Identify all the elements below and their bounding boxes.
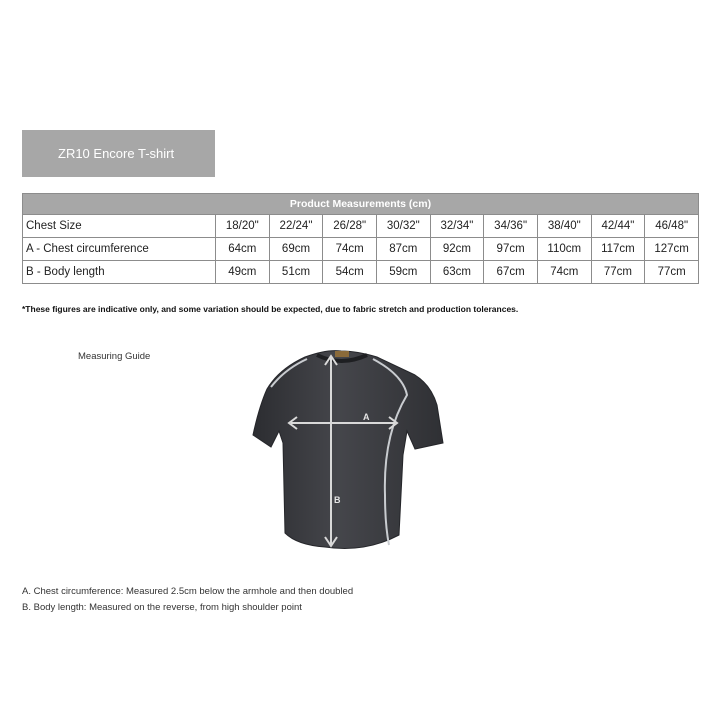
table-row-chest-size xyxy=(23,215,699,238)
table-cell: 30/32" xyxy=(376,215,430,238)
table-cell: 77cm xyxy=(591,261,645,284)
table-cell: 67cm xyxy=(484,261,538,284)
table-cell: 77cm xyxy=(645,261,699,284)
table-cell: 42/44" xyxy=(591,215,645,238)
table-cell: 69cm xyxy=(269,238,323,261)
tshirt-measuring-diagram xyxy=(245,345,450,560)
chest-circumference-description: A. Chest circumference: Measured 2.5cm below the armhole and then doubled xyxy=(22,586,354,597)
table-cell: 26/28" xyxy=(323,215,377,238)
table-cell: 22/24" xyxy=(269,215,323,238)
table-cell: 59cm xyxy=(376,261,430,284)
table-cell: 38/40" xyxy=(537,215,591,238)
table-header: Product Measurements (cm) xyxy=(23,194,699,215)
table-cell: 127cm xyxy=(645,238,699,261)
collar-tab xyxy=(335,351,349,357)
table-cell: 32/34" xyxy=(430,215,484,238)
table-cell: 110cm xyxy=(537,238,591,261)
table-cell: 54cm xyxy=(323,261,377,284)
table-row-body-length xyxy=(23,261,699,284)
table-cell: 51cm xyxy=(269,261,323,284)
product-title: ZR10 Encore T-shirt xyxy=(22,130,215,177)
table-cell: 87cm xyxy=(376,238,430,261)
row-label: Chest Size xyxy=(23,215,216,238)
body-length-description: B. Body length: Measured on the reverse, from high shoulder point xyxy=(22,602,302,613)
table-cell: 64cm xyxy=(216,238,270,261)
marker-a: A xyxy=(363,412,370,422)
marker-b: B xyxy=(334,495,341,505)
table-cell: 92cm xyxy=(430,238,484,261)
row-label: A - Chest circumference xyxy=(23,238,216,261)
measuring-guide-label: Measuring Guide xyxy=(78,351,151,362)
tshirt-shape xyxy=(253,351,443,549)
table-cell: 74cm xyxy=(323,238,377,261)
disclaimer-note: *These figures are indicative only, and some variation should be expected, due to fabric stretch and production tolerances. xyxy=(22,304,519,314)
table-cell: 63cm xyxy=(430,261,484,284)
table-cell: 46/48" xyxy=(645,215,699,238)
table-cell: 34/36" xyxy=(484,215,538,238)
table-cell: 49cm xyxy=(216,261,270,284)
table-cell: 97cm xyxy=(484,238,538,261)
row-label: B - Body length xyxy=(23,261,216,284)
size-table xyxy=(22,193,699,284)
table-cell: 18/20" xyxy=(216,215,270,238)
table-row-chest-circumference xyxy=(23,238,699,261)
table-cell: 74cm xyxy=(537,261,591,284)
table-cell: 117cm xyxy=(591,238,645,261)
table-header-row xyxy=(23,194,699,215)
